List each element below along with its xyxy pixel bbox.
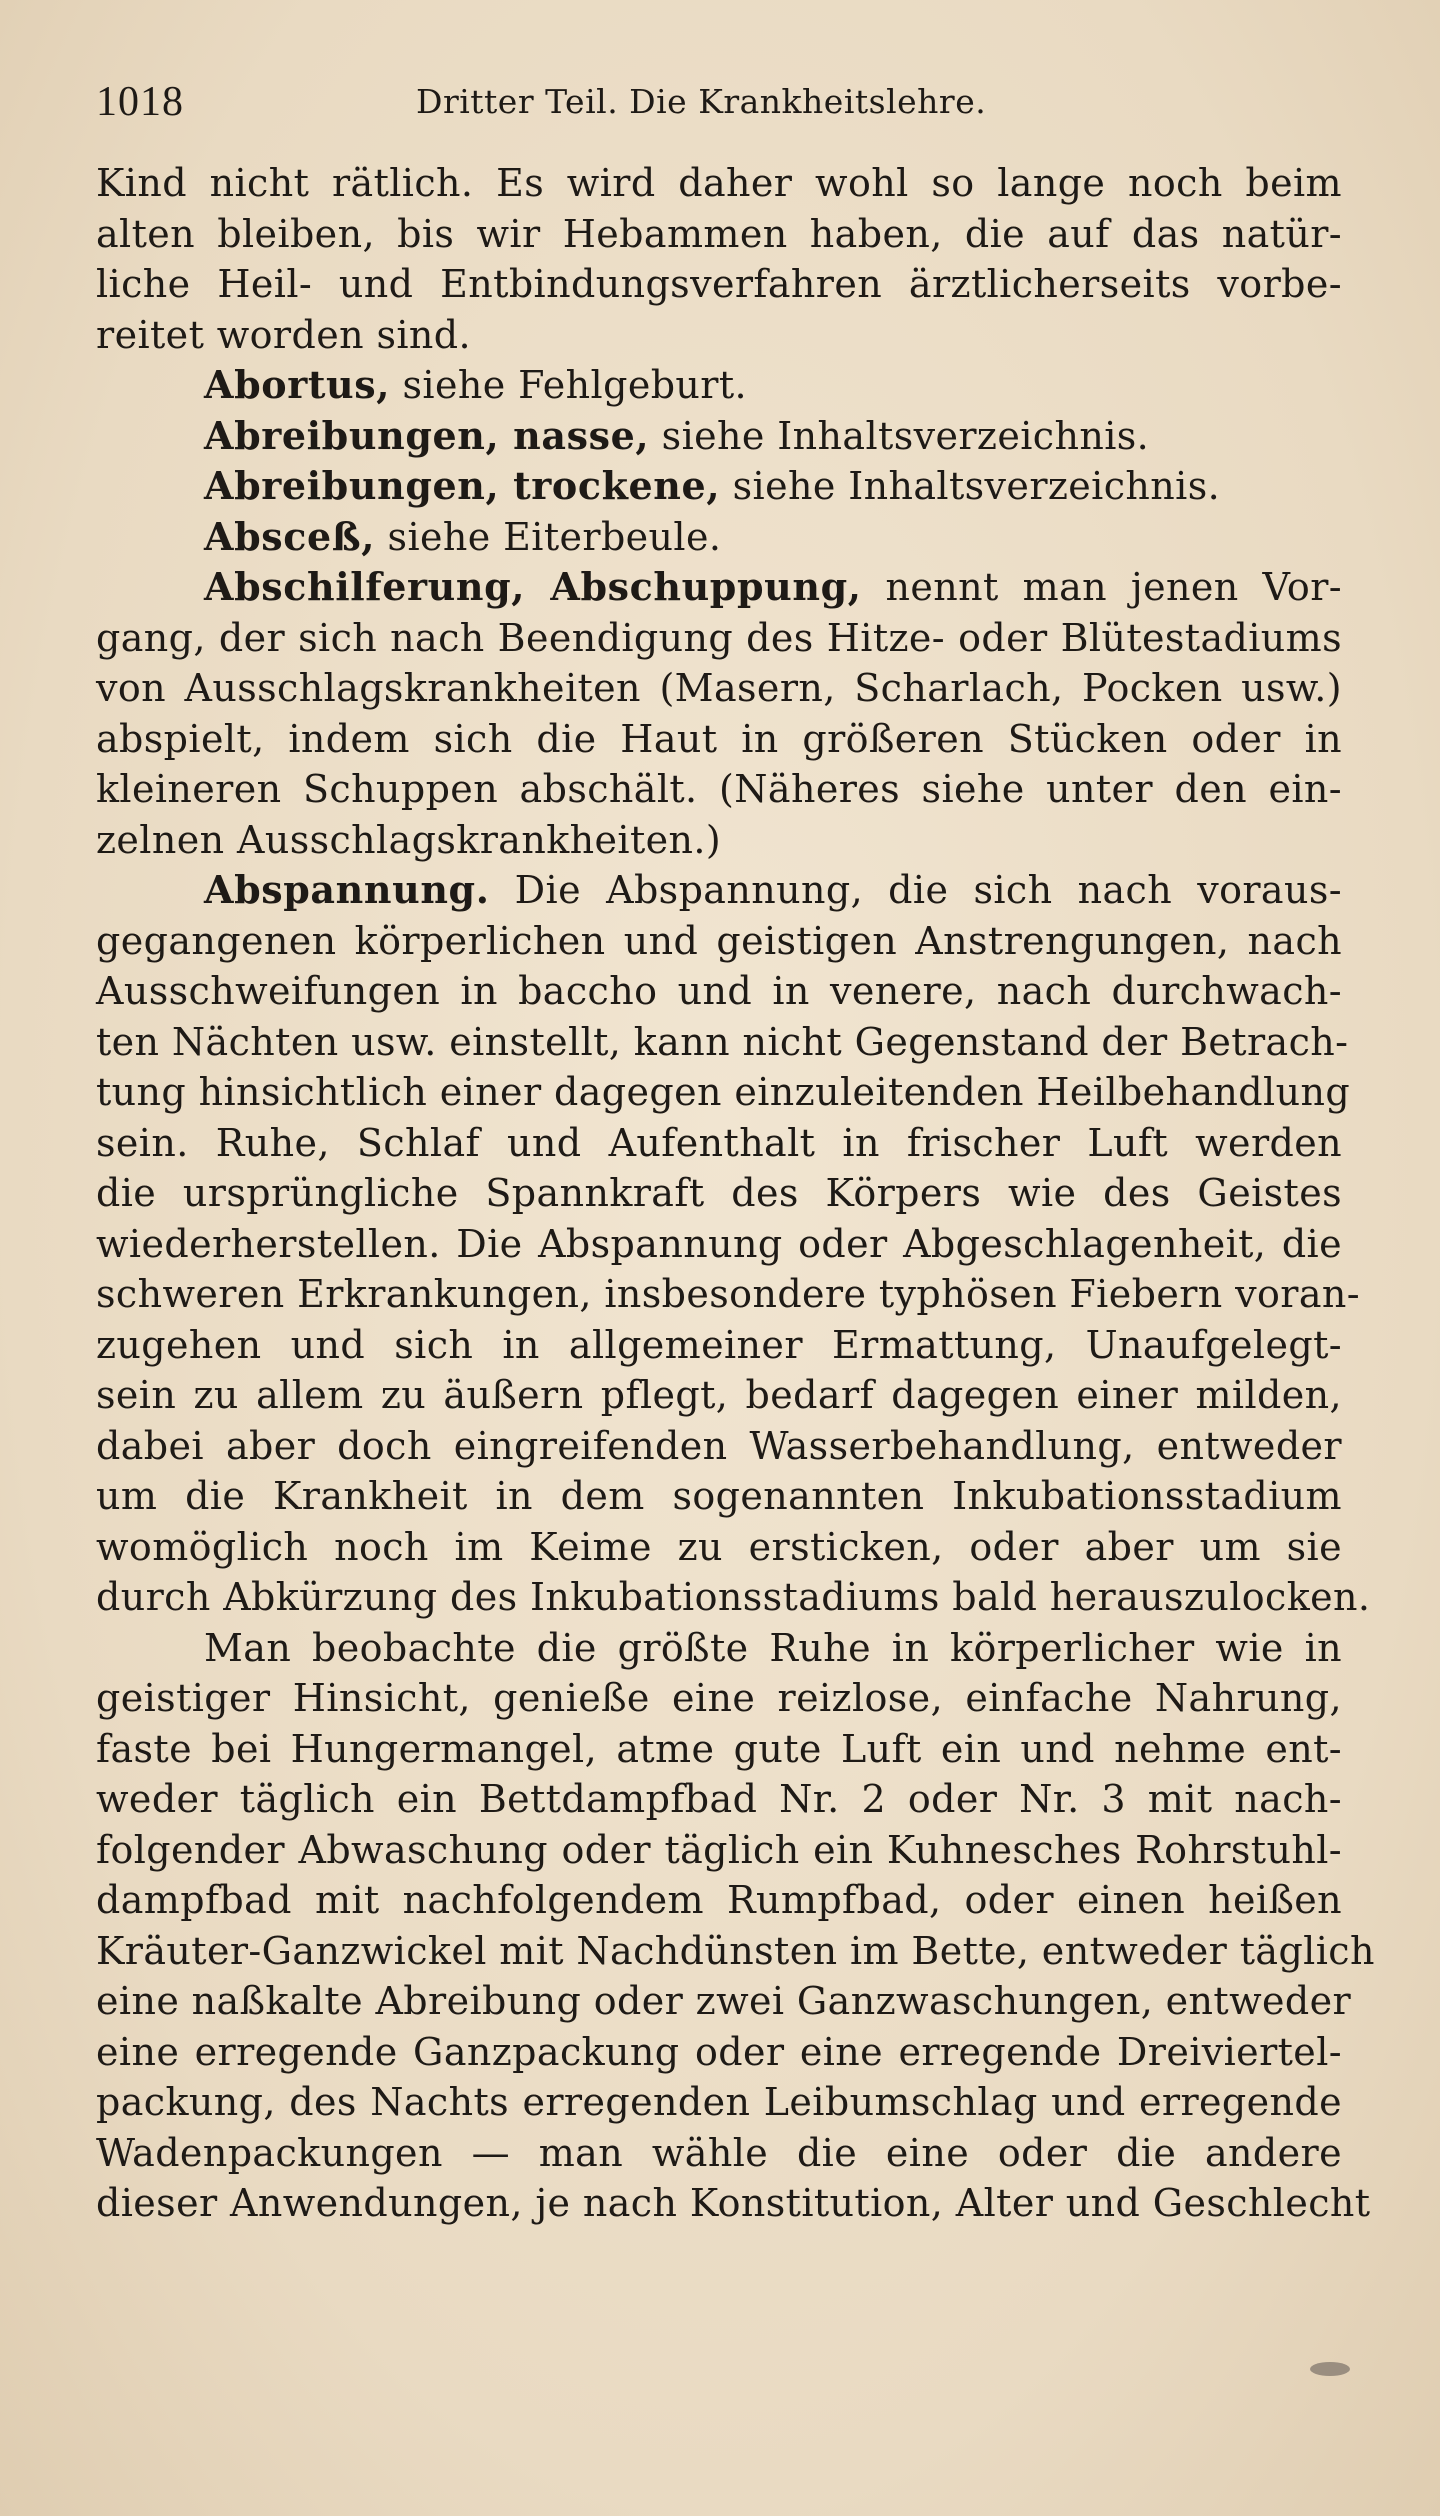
entry-text: siehe Inhaltsverzeichnis.	[720, 464, 1221, 508]
text-line: geistiger Hinsicht, genieße eine reizlose, einfache Nahrung,	[96, 1676, 1342, 1720]
text-line: tung hinsichtlich einer dagegen einzuleitenden Heilbehandlung	[96, 1070, 1351, 1114]
text-line: die ursprüngliche Spannkraft des Körpers wie des Geistes	[96, 1171, 1342, 1215]
entry-abortus	[96, 360, 1342, 411]
text-line: zugehen und sich in allgemeiner Ermattung, Unaufgelegt-	[96, 1322, 1342, 1367]
ink-smudge	[1310, 2362, 1350, 2376]
text-line: Man beobachte die größte Ruhe in körperlicher wie in	[204, 1625, 1342, 1670]
text-line: faste bei Hungermangel, atme gute Luft ein und nehme ent-	[96, 1726, 1342, 1771]
entry-headword: Abortus,	[204, 362, 391, 407]
page-header	[96, 78, 1346, 138]
entry-headword: Abreibungen, nasse,	[204, 412, 650, 458]
entry-abspannung	[96, 865, 1342, 916]
text-line: ten Nächten usw. einstellt, kann nicht Gegenstand der Betrach-	[96, 1019, 1349, 1064]
text-line: dabei aber doch eingreifenden Wasserbehandlung, entweder	[96, 1423, 1342, 1468]
entry-abreibungen-trockene	[96, 461, 1342, 512]
text-line: womöglich noch im Keime zu ersticken, oder aber um sie	[96, 1524, 1342, 1569]
text-line: eine naßkalte Abreibung oder zwei Ganzwaschungen, entweder	[96, 1979, 1352, 2023]
text-line: zelnen Ausschlagskrankheiten.)	[96, 817, 722, 862]
text-line: dampfbad mit nachfolgendem Rumpfbad, oder einen heißen	[96, 1878, 1342, 1922]
running-head: Dritter Teil. Die Krankheitslehre.	[416, 82, 987, 121]
entry-headword: Abreibungen, trockene,	[204, 463, 721, 508]
text-line: packung, des Nachts erregenden Leibumschlag und erregende	[96, 2080, 1342, 2124]
text-line: liche Heil- und Entbindungsverfahren ärztlicherseits vorbe-	[96, 262, 1342, 306]
text-line: eine erregende Ganzpackung oder eine erregende Dreiviertel-	[96, 2029, 1342, 2074]
entry-text: siehe Inhaltsverzeichnis.	[649, 413, 1150, 458]
text-line: kleineren Schuppen abschält. (Näheres siehe unter den ein-	[96, 767, 1342, 811]
body-text	[96, 158, 1375, 2229]
text-line: reitet worden sind.	[96, 312, 471, 357]
text-line: durch Abkürzung des Inkubationsstadiums bald herauszulocken.	[96, 1575, 1371, 1619]
text-line: dieser Anwendungen, je nach Konstitution, Alter und Geschlecht	[96, 2181, 1371, 2225]
text-line: abspielt, indem sich die Haut in größeren Stücken oder in	[96, 716, 1342, 761]
page-number: 1018	[96, 79, 184, 125]
text-line: schweren Erkrankungen, insbesondere typhösen Fiebern voran-	[96, 1272, 1361, 1316]
text-line: Wadenpackungen — man wähle die eine oder die andere	[96, 2130, 1342, 2175]
text-line: gegangenen körperlichen und geistigen Anstrengungen, nach	[96, 918, 1342, 963]
text-line: um die Krankheit in dem sogenannten Inkubationsstadium	[96, 1474, 1342, 1518]
entry-abreibungen-nasse	[96, 411, 1342, 462]
entry-text: Die Abspannung, die sich nach voraus-	[489, 868, 1342, 912]
entry-headword: Abspannung.	[204, 867, 490, 912]
entry-headword: Abschilferung, Abschuppung,	[204, 564, 862, 609]
text-line: alten bleiben, bis wir Hebammen haben, die auf das natür-	[96, 211, 1342, 256]
text-line: wiederherstellen. Die Abspannung oder Abgeschlagenheit, die	[96, 1221, 1342, 1266]
text-line: gang, der sich nach Beendigung des Hitze- oder Blütestadiums	[96, 615, 1342, 660]
text-line: von Ausschlagskrankheiten (Masern, Scharlach, Pocken usw.)	[96, 666, 1342, 710]
entry-text: siehe Fehlgeburt.	[390, 363, 748, 407]
entry-text: nennt man jenen Vor-	[861, 565, 1342, 609]
text-line: sein zu allem zu äußern pflegt, bedarf dagegen einer milden,	[96, 1373, 1342, 1417]
text-line: Kind nicht rätlich. Es wird daher wohl so lange noch beim	[96, 161, 1342, 205]
text-line: folgender Abwaschung oder täglich ein Kuhnesches Rohrstuhl-	[96, 1827, 1342, 1872]
entry-abscess	[96, 512, 1342, 563]
entry-headword: Absceß,	[204, 513, 376, 559]
text-line: Kräuter-Ganzwickel mit Nachdünsten im Bette, entweder täglich	[96, 1928, 1375, 1973]
entry-abschilferung	[96, 562, 1342, 613]
entry-text: siehe Eiterbeule.	[375, 514, 722, 559]
text-line: sein. Ruhe, Schlaf und Aufenthalt in frischer Luft werden	[96, 1120, 1342, 1165]
text-line: Ausschweifungen in baccho und in venere, nach durchwach-	[96, 969, 1342, 1013]
text-line: weder täglich ein Bettdampfbad Nr. 2 oder Nr. 3 mit nach-	[96, 1777, 1342, 1821]
